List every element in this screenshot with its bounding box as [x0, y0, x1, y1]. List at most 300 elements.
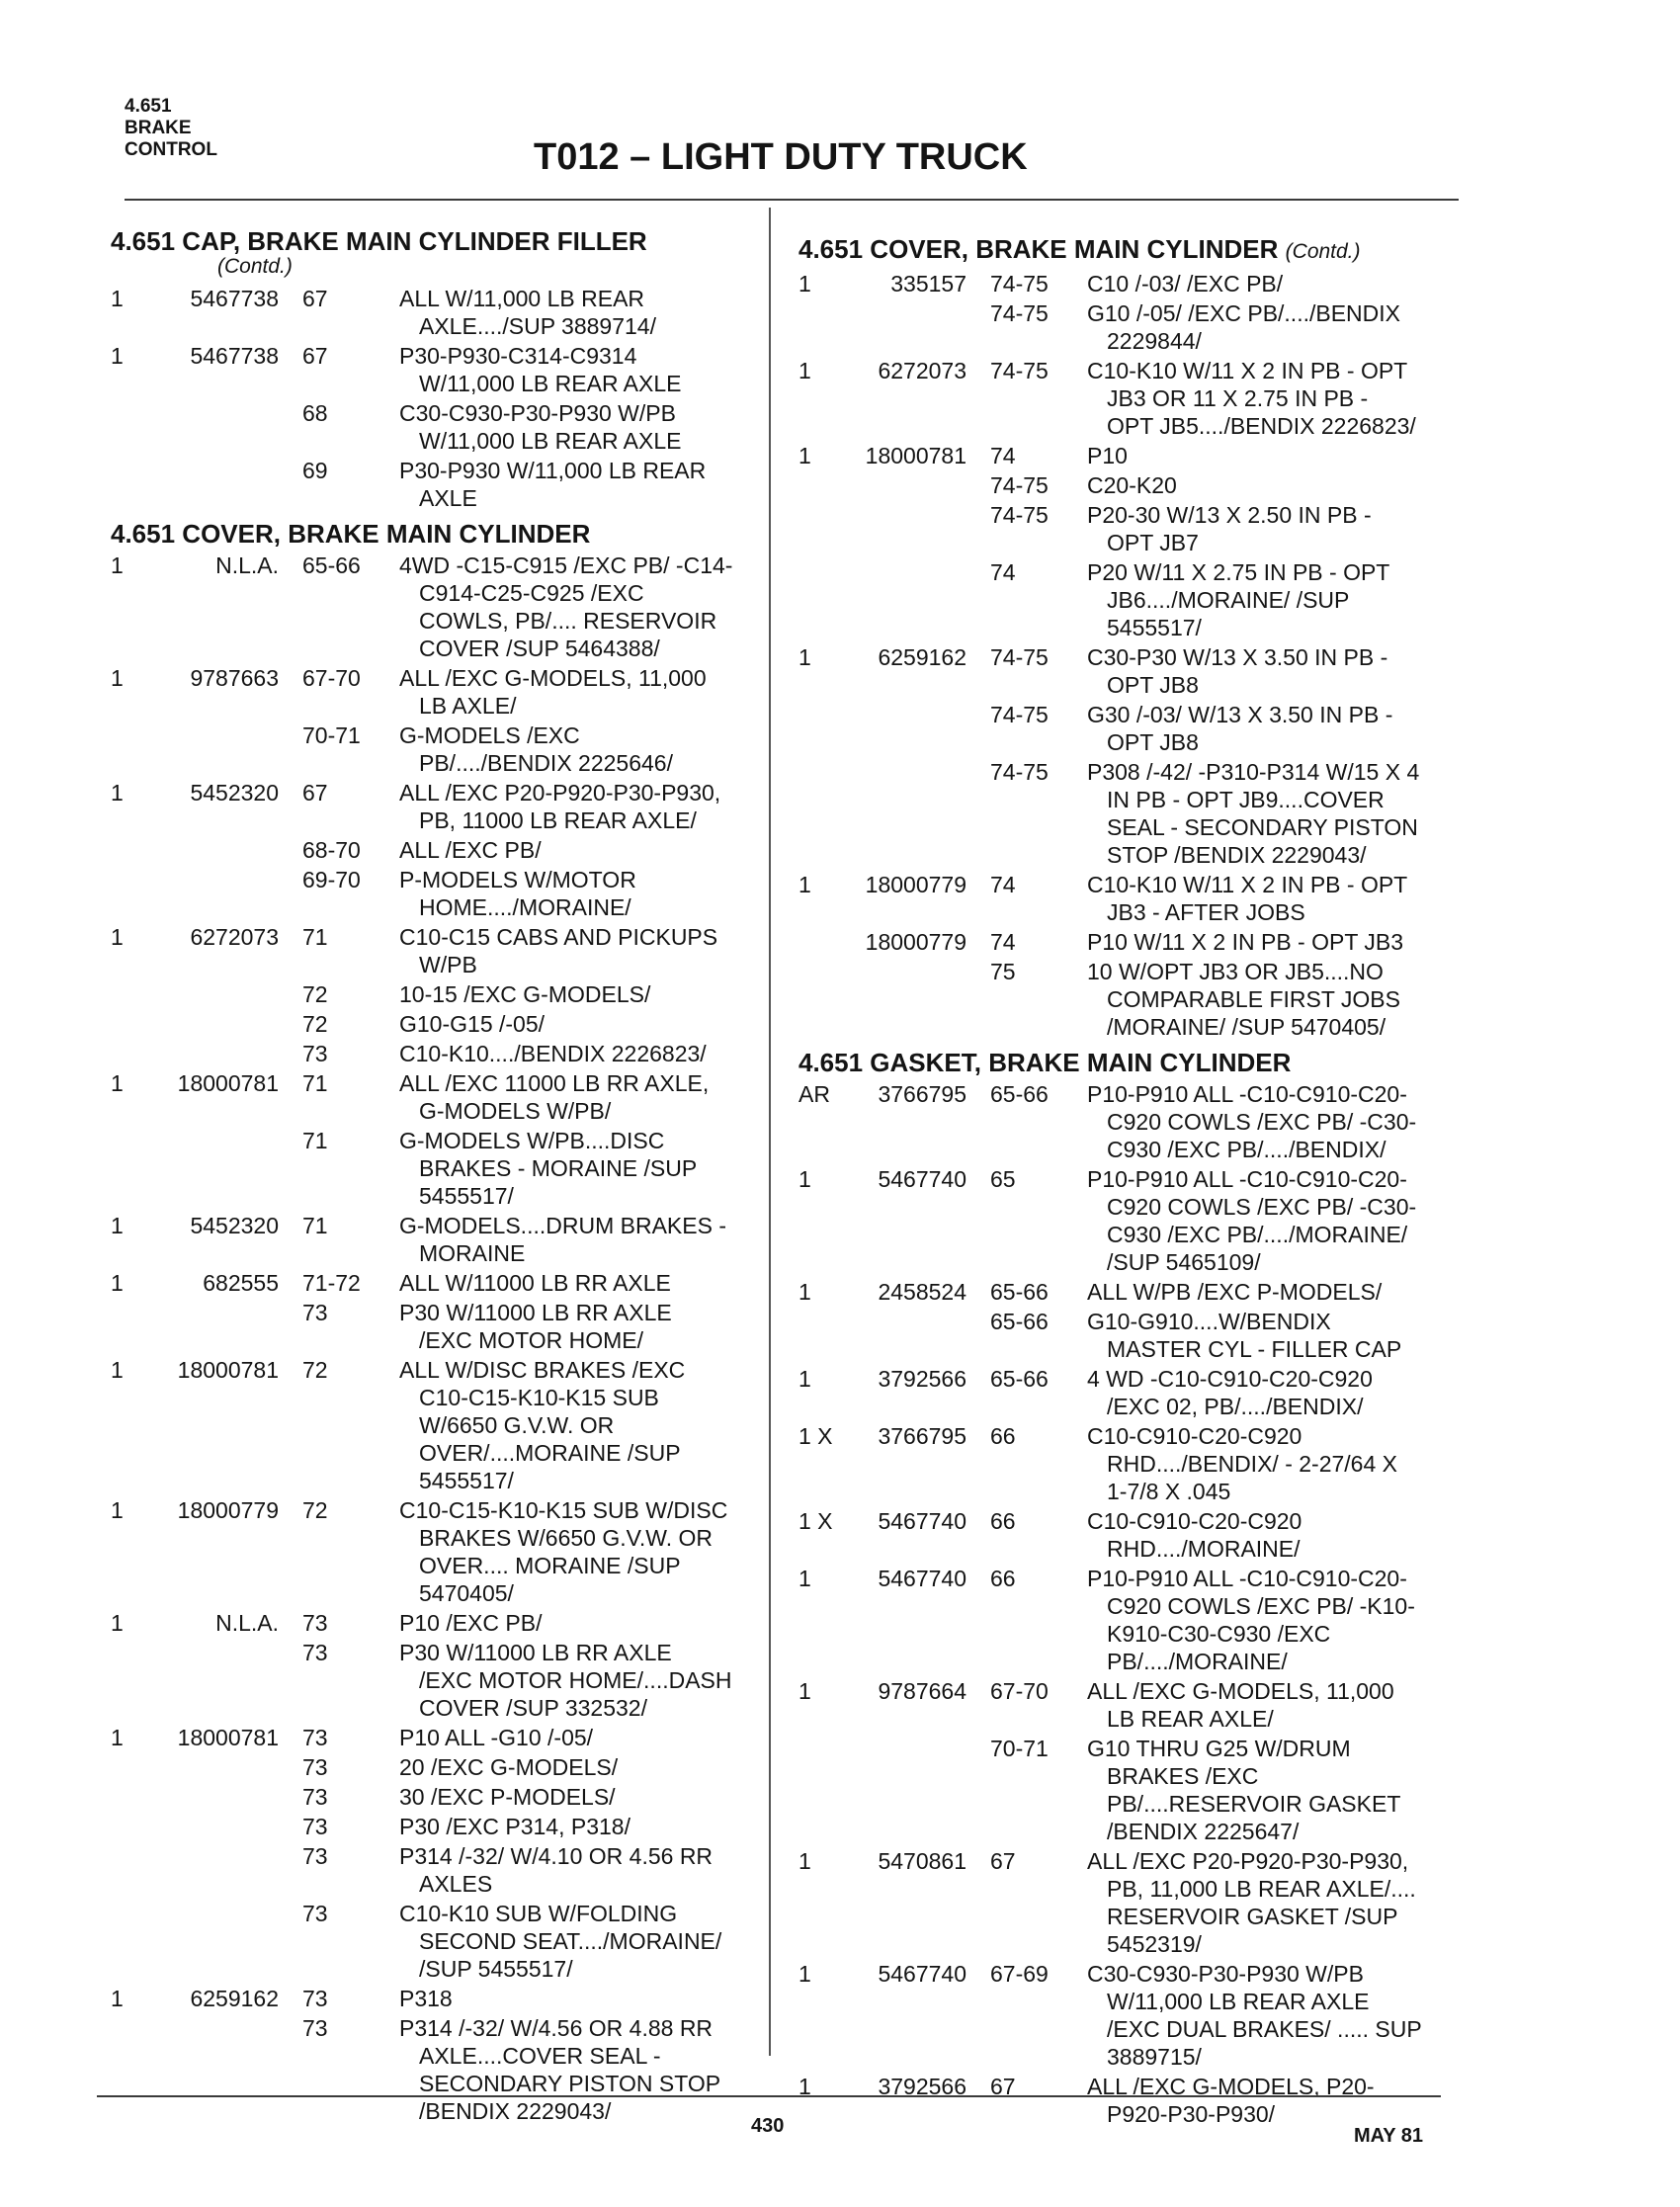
part-description [1087, 501, 1443, 556]
model-years: 67 [302, 286, 328, 311]
description-line: W/11,000 LB REAR AXLE [419, 428, 682, 454]
description-line: IN PB - OPT JB9....COVER [1107, 787, 1385, 812]
part-row [798, 558, 1451, 641]
model-years: 66 [990, 1423, 1016, 1449]
description-line: 5455517/ [419, 1468, 514, 1493]
part-row [798, 643, 1451, 699]
part-row [111, 457, 763, 512]
description-line: 30 /EXC P-MODELS/ [399, 1784, 616, 1810]
part-row [111, 866, 763, 921]
quantity: 1 [798, 1961, 811, 1987]
part-description [399, 722, 755, 777]
description-line: P318 [399, 1986, 453, 2011]
description-line: COWLS, PB/.... RESERVOIR [419, 608, 717, 634]
description-line: OPT JB8 [1107, 729, 1199, 755]
quantity: 1 [798, 1366, 811, 1392]
description-line: 20 /EXC G-MODELS/ [399, 1754, 619, 1780]
part-row [798, 1278, 1451, 1306]
part-description [1087, 442, 1443, 469]
part-description [1087, 1847, 1443, 1958]
part-description [1087, 1365, 1443, 1420]
description-line: SEAL - SECONDARY PISTON [1107, 814, 1418, 840]
description-line: ALL /EXC P20-P920-P30-P930, [1087, 1848, 1409, 1874]
description-line: P20 W/11 X 2.75 IN PB - OPT [1087, 559, 1390, 585]
model-years: 69-70 [302, 867, 361, 892]
description-line: /BENDIX 2225647/ [1107, 1819, 1300, 1844]
model-years: 74-75 [990, 271, 1049, 297]
quantity: 1 [111, 1610, 124, 1636]
quantity: 1 [111, 1497, 124, 1523]
description-line: P30-P930 W/11,000 LB REAR [399, 458, 707, 483]
quantity: 1 [798, 872, 811, 897]
part-description [1087, 1422, 1443, 1505]
model-years: 74-75 [990, 759, 1049, 785]
quantity: 1 [798, 1566, 811, 1591]
description-line: AXLE....COVER SEAL - [419, 2043, 661, 2069]
quantity: 1 [111, 780, 124, 806]
part-description [1087, 558, 1443, 641]
part-description [1087, 270, 1443, 297]
description-line: ALL /EXC G-MODELS, P20- [1087, 2074, 1375, 2099]
part-description [399, 1724, 755, 1751]
part-row [798, 1308, 1451, 1363]
description-line: C920 COWLS /EXC PB/ -C30- [1107, 1194, 1417, 1220]
description-line: /EXC 02, PB/..../BENDIX/ [1107, 1394, 1364, 1419]
part-row [111, 1496, 763, 1607]
description-line: BRAKES /EXC [1107, 1763, 1259, 1789]
quantity: 1 [111, 286, 124, 311]
description-line: G30 /-03/ W/13 X 3.50 IN PB - [1087, 702, 1393, 727]
description-line: MORAINE [419, 1240, 526, 1266]
model-years: 73 [302, 1901, 328, 1926]
model-years: 73 [302, 2015, 328, 2041]
description-line: COMPARABLE FIRST JOBS [1107, 986, 1400, 1012]
part-number: 5452320 [190, 1213, 279, 1238]
description-line: OVER/....MORAINE /SUP [419, 1440, 681, 1466]
part-row [798, 270, 1451, 297]
part-description [399, 1069, 755, 1125]
part-row [111, 2014, 763, 2125]
description-line: ALL W/11000 LB RR AXLE [399, 1270, 671, 1296]
description-line: P10-P910 ALL -C10-C910-C20- [1087, 1566, 1407, 1591]
description-line: P10 /EXC PB/ [399, 1610, 543, 1636]
part-description [399, 1356, 755, 1494]
description-line: C920 COWLS /EXC PB/ -C30- [1107, 1109, 1417, 1135]
model-years: 74-75 [990, 358, 1049, 383]
part-description [1087, 357, 1443, 440]
description-line: SECOND SEAT..../MORAINE/ [419, 1928, 722, 1954]
description-line: C920 COWLS /EXC PB/ -K10- [1107, 1593, 1415, 1619]
description-line: P30 W/11000 LB RR AXLE [399, 1300, 672, 1325]
description-line: P10 ALL -G10 /-05/ [399, 1725, 594, 1750]
part-number: 3766795 [878, 1081, 966, 1107]
part-row [798, 1735, 1451, 1845]
description-line: OPT JB7 [1107, 530, 1199, 555]
model-years: 67 [990, 2074, 1016, 2099]
part-description [1087, 1165, 1443, 1276]
part-row [798, 471, 1451, 499]
part-number: 5467738 [190, 343, 279, 369]
description-line: P920-P30-P930/ [1107, 2101, 1276, 2127]
model-years: 72 [302, 981, 328, 1007]
part-row [111, 1753, 763, 1781]
model-years: 73 [302, 1843, 328, 1869]
part-number: 6272073 [878, 358, 966, 383]
part-row [111, 1639, 763, 1722]
part-description [399, 1040, 755, 1067]
part-row [111, 1069, 763, 1125]
model-years: 65 [990, 1166, 1016, 1192]
description-line: C10-C910-C20-C920 [1087, 1508, 1302, 1534]
part-row [111, 1900, 763, 1983]
part-description [399, 779, 755, 834]
description-line: PB/..../BENDIX 2225646/ [419, 750, 673, 776]
part-number: 5467740 [878, 1508, 966, 1534]
page-number: 430 [751, 2115, 785, 2137]
description-line: C10-K10..../BENDIX 2226823/ [399, 1041, 707, 1066]
description-line: /BENDIX 2229043/ [419, 2098, 612, 2124]
part-row [798, 2073, 1451, 2128]
model-years: 68-70 [302, 837, 361, 863]
part-row [798, 1165, 1451, 1276]
description-line: PB/..../MORAINE/ [1107, 1649, 1288, 1674]
part-number: 6259162 [190, 1986, 279, 2011]
description-line: P314 /-32/ W/4.10 OR 4.56 RR [399, 1843, 714, 1869]
description-line: 3889715/ [1107, 2044, 1202, 2070]
part-number: 18000781 [177, 1725, 279, 1750]
model-years: 74 [990, 929, 1016, 955]
quantity: 1 [798, 271, 811, 297]
description-line: P30-P930-C314-C9314 [399, 343, 637, 369]
part-description [1087, 1278, 1443, 1306]
quantity: 1 [798, 1678, 811, 1704]
model-years: 73 [302, 1754, 328, 1780]
description-line: LB AXLE/ [419, 693, 517, 719]
quantity: 1 [798, 358, 811, 383]
quantity: 1 [798, 1166, 811, 1192]
part-description [399, 1010, 755, 1038]
part-description [399, 1783, 755, 1811]
description-line: /EXC DUAL BRAKES/ ..... SUP [1107, 2016, 1422, 2042]
part-description [399, 285, 755, 340]
description-line: OPT JB8 [1107, 672, 1199, 698]
part-row [798, 701, 1451, 756]
part-row [111, 1212, 763, 1267]
description-line: /SUP 5455517/ [419, 1956, 573, 1982]
part-description [399, 2014, 755, 2125]
quantity: 1 [111, 1270, 124, 1296]
description-line: G-MODELS /EXC [399, 722, 580, 748]
section-heading [111, 520, 763, 548]
model-years: 65-66 [990, 1366, 1049, 1392]
model-years: 74-75 [990, 502, 1049, 528]
section-heading [111, 227, 763, 255]
description-line: P10-P910 ALL -C10-C910-C20- [1087, 1081, 1407, 1107]
description-line: PB/....RESERVOIR GASKET [1107, 1791, 1401, 1817]
description-line: 10 W/OPT JB3 OR JB5....NO [1087, 959, 1384, 984]
part-row [111, 1269, 763, 1297]
part-description [399, 1842, 755, 1898]
section-heading [798, 235, 1451, 266]
part-row [111, 779, 763, 834]
description-line: C10 /-03/ /EXC PB/ [1087, 271, 1284, 297]
part-number: 5470861 [878, 1848, 966, 1874]
part-description [399, 342, 755, 397]
quantity: 1 [111, 665, 124, 691]
description-line: P10-P910 ALL -C10-C910-C20- [1087, 1166, 1407, 1192]
part-description [399, 552, 755, 662]
description-line: STOP /BENDIX 2229043/ [1107, 842, 1367, 868]
model-years: 65-66 [302, 552, 361, 578]
part-row [111, 1813, 763, 1840]
part-row [798, 1847, 1451, 1958]
part-number: 18000781 [177, 1070, 279, 1096]
description-line: G10-G15 /-05/ [399, 1011, 546, 1037]
model-years: 69 [302, 458, 328, 483]
part-number: 5452320 [190, 780, 279, 806]
description-line: P308 /-42/ -P310-P314 W/15 X 4 [1087, 759, 1420, 785]
part-description [399, 1813, 755, 1840]
description-line: BRAKES W/6650 G.V.W. OR [419, 1525, 713, 1551]
column-divider [769, 208, 771, 2056]
model-years: 74 [990, 872, 1016, 897]
part-row [798, 1565, 1451, 1675]
description-line: 10-15 /EXC G-MODELS/ [399, 981, 651, 1007]
part-description [399, 866, 755, 921]
part-row [111, 1842, 763, 1898]
part-description [399, 457, 755, 512]
contd-label: (Contd.) [1285, 240, 1361, 263]
description-line: C10-C15 CABS AND PICKUPS [399, 924, 718, 950]
quantity: 1 [111, 1357, 124, 1383]
model-years: 74-75 [990, 702, 1049, 727]
model-years: 67 [302, 780, 328, 806]
model-years: 67 [990, 1848, 1016, 1874]
part-description [1087, 1677, 1443, 1733]
section-heading-text: 4.651 GASKET, BRAKE MAIN CYLINDER [798, 1048, 1292, 1077]
model-years: 70-71 [990, 1736, 1049, 1761]
quantity: 1 [798, 2074, 811, 2099]
model-years: 66 [990, 1566, 1016, 1591]
description-line: P30 W/11000 LB RR AXLE [399, 1640, 672, 1665]
description-line: /MORAINE/ /SUP 5470405/ [1107, 1014, 1386, 1040]
part-description [1087, 871, 1443, 926]
model-years: 65-66 [990, 1309, 1049, 1334]
description-line: 5452319/ [1107, 1931, 1202, 1957]
part-row [798, 299, 1451, 355]
description-line: C930 /EXC PB/..../MORAINE/ [1107, 1222, 1408, 1247]
model-years: 73 [302, 1814, 328, 1839]
part-row [798, 1677, 1451, 1733]
description-line: C10-K10 W/11 X 2 IN PB - OPT [1087, 358, 1408, 383]
description-line: C30-C930-P30-P930 W/PB [399, 400, 676, 426]
description-line: BRAKES - MORAINE /SUP [419, 1155, 698, 1181]
part-number: 5467740 [878, 1961, 966, 1987]
part-row [111, 722, 763, 777]
model-years: 74-75 [990, 300, 1049, 326]
description-line: 5470405/ [419, 1580, 514, 1606]
part-description [399, 923, 755, 978]
model-years: 65-66 [990, 1279, 1049, 1305]
description-line: G10 THRU G25 W/DRUM [1087, 1736, 1351, 1761]
description-line: ALL W/11,000 LB REAR [399, 286, 645, 311]
description-line: P30 /EXC P314, P318/ [399, 1814, 630, 1839]
description-line: OPT JB5..../BENDIX 2226823/ [1107, 413, 1416, 439]
part-number: 18000779 [177, 1497, 279, 1523]
part-number: N.L.A. [215, 552, 279, 578]
part-description [399, 1269, 755, 1297]
description-line: G-MODELS W/PB....DISC [399, 1128, 665, 1153]
quantity: 1 [798, 1279, 811, 1305]
description-line: P-MODELS W/MOTOR [399, 867, 636, 892]
part-number: 5467740 [878, 1166, 966, 1192]
description-line: C30-C930-P30-P930 W/PB [1087, 1961, 1364, 1987]
part-description [1087, 1565, 1443, 1675]
part-row [111, 1783, 763, 1811]
description-line: SECONDARY PISTON STOP [419, 2071, 721, 2096]
description-line: ALL /EXC P20-P920-P30-P930, [399, 780, 721, 806]
part-number: 9787663 [190, 665, 279, 691]
description-line: MASTER CYL - FILLER CAP [1107, 1336, 1402, 1362]
part-row [798, 442, 1451, 469]
description-line: W/PB [419, 952, 477, 977]
part-description [1087, 2073, 1443, 2128]
section-heading [798, 1049, 1451, 1076]
part-row [111, 1724, 763, 1751]
description-line: C30-P30 W/13 X 3.50 IN PB - [1087, 644, 1388, 670]
description-line: G-MODELS....DRUM BRAKES - [399, 1213, 726, 1238]
part-row [798, 871, 1451, 926]
bottom-rule [97, 2095, 1441, 2097]
part-row [798, 958, 1451, 1041]
model-years: 72 [302, 1011, 328, 1037]
description-line: ALL /EXC G-MODELS, 11,000 [399, 665, 707, 691]
description-line: C10-C910-C20-C920 [1087, 1423, 1302, 1449]
description-line: C10-C15-K10-K15 SUB [419, 1385, 659, 1410]
model-years: 75 [990, 959, 1016, 984]
quantity: 1 [111, 552, 124, 578]
description-line: K910-C30-C930 /EXC [1107, 1621, 1331, 1647]
description-line: RESERVOIR GASKET /SUP [1107, 1904, 1398, 1929]
description-line: G10-G910....W/BENDIX [1087, 1309, 1331, 1334]
part-description [1087, 1960, 1443, 2071]
description-line: G10 /-05/ /EXC PB/..../BENDIX [1087, 300, 1401, 326]
part-description [399, 1212, 755, 1267]
description-line: W/11,000 LB REAR AXLE [419, 371, 682, 396]
description-line: ALL /EXC 11000 LB RR AXLE, [399, 1070, 710, 1096]
part-row [798, 357, 1451, 440]
model-years: 71 [302, 1213, 328, 1238]
model-years: 71 [302, 1128, 328, 1153]
description-line: C914-C25-C925 /EXC [419, 580, 644, 606]
part-row [111, 1985, 763, 2012]
part-description [399, 1299, 755, 1354]
quantity: 1 X [798, 1508, 833, 1534]
description-line: C10-C15-K10-K15 SUB W/DISC [399, 1497, 728, 1523]
part-row [111, 836, 763, 864]
part-row [798, 1422, 1451, 1505]
part-description [1087, 299, 1443, 355]
quantity: 1 [111, 1070, 124, 1096]
model-years: 67-70 [302, 665, 361, 691]
description-line: G-MODELS W/PB/ [419, 1098, 612, 1124]
part-row [111, 1299, 763, 1354]
page-date: MAY 81 [1354, 2125, 1424, 2147]
description-line: AXLE..../SUP 3889714/ [419, 313, 656, 339]
part-row [111, 980, 763, 1008]
description-line: JB3 OR 11 X 2.75 IN PB - [1107, 385, 1369, 411]
model-years: 67-70 [990, 1678, 1049, 1704]
quantity: 1 [798, 1848, 811, 1874]
description-line: ALL W/PB /EXC P-MODELS/ [1087, 1279, 1383, 1305]
part-row [111, 1040, 763, 1067]
part-row [111, 1356, 763, 1494]
part-row [111, 1127, 763, 1210]
description-line: COVER /SUP 5464388/ [419, 636, 660, 661]
model-years: 73 [302, 1610, 328, 1636]
description-line: W/6650 G.V.W. OR [419, 1412, 615, 1438]
description-line: W/11,000 LB REAR AXLE [1107, 1989, 1370, 2014]
description-line: PB, 11,000 LB REAR AXLE/.... [1107, 1876, 1416, 1902]
model-years: 74-75 [990, 644, 1049, 670]
description-line: OVER.... MORAINE /SUP [419, 1553, 681, 1578]
model-years: 67-69 [990, 1961, 1049, 1987]
part-number: 9787664 [878, 1678, 966, 1704]
description-line: 5455517/ [1107, 615, 1202, 640]
part-description [1087, 701, 1443, 756]
model-years: 73 [302, 1986, 328, 2011]
description-line: 4WD -C15-C915 /EXC PB/ -C14- [399, 552, 733, 578]
part-number: 682555 [203, 1270, 279, 1296]
part-number: 5467738 [190, 286, 279, 311]
part-description [399, 399, 755, 455]
right-column [798, 227, 1451, 2130]
part-row [798, 928, 1451, 956]
quantity: 1 [111, 1725, 124, 1750]
part-row [111, 552, 763, 662]
part-number: 5467740 [878, 1566, 966, 1591]
part-row [798, 758, 1451, 869]
description-line: 1-7/8 X .045 [1107, 1479, 1231, 1504]
quantity: 1 [111, 1213, 124, 1238]
section-heading-text: 4.651 COVER, BRAKE MAIN CYLINDER [798, 234, 1279, 264]
quantity: AR [798, 1081, 830, 1107]
part-number: 3792566 [878, 2074, 966, 2099]
part-description [1087, 928, 1443, 956]
model-years: 74 [990, 559, 1016, 585]
top-rule [125, 199, 1459, 201]
model-years: 65-66 [990, 1081, 1049, 1107]
description-line: HOME..../MORAINE/ [419, 894, 631, 920]
part-number: 6272073 [190, 924, 279, 950]
model-years: 73 [302, 1784, 328, 1810]
part-number: 18000781 [865, 443, 966, 468]
description-line: 2229844/ [1107, 328, 1202, 354]
part-row [798, 1365, 1451, 1420]
description-line: C930 /EXC PB/..../BENDIX/ [1107, 1137, 1386, 1162]
part-description [1087, 471, 1443, 499]
part-description [1087, 1735, 1443, 1845]
part-row [111, 1010, 763, 1038]
part-description [1087, 1080, 1443, 1163]
quantity: 1 [111, 343, 124, 369]
part-description [399, 1127, 755, 1210]
description-line: PB, 11000 LB REAR AXLE/ [419, 807, 697, 833]
description-line: ALL /EXC G-MODELS, 11,000 [1087, 1678, 1394, 1704]
description-line: P314 /-32/ W/4.56 OR 4.88 RR [399, 2015, 714, 2041]
model-years: 71-72 [302, 1270, 361, 1296]
description-line: RHD..../BENDIX/ - 2-27/64 X [1107, 1451, 1397, 1477]
